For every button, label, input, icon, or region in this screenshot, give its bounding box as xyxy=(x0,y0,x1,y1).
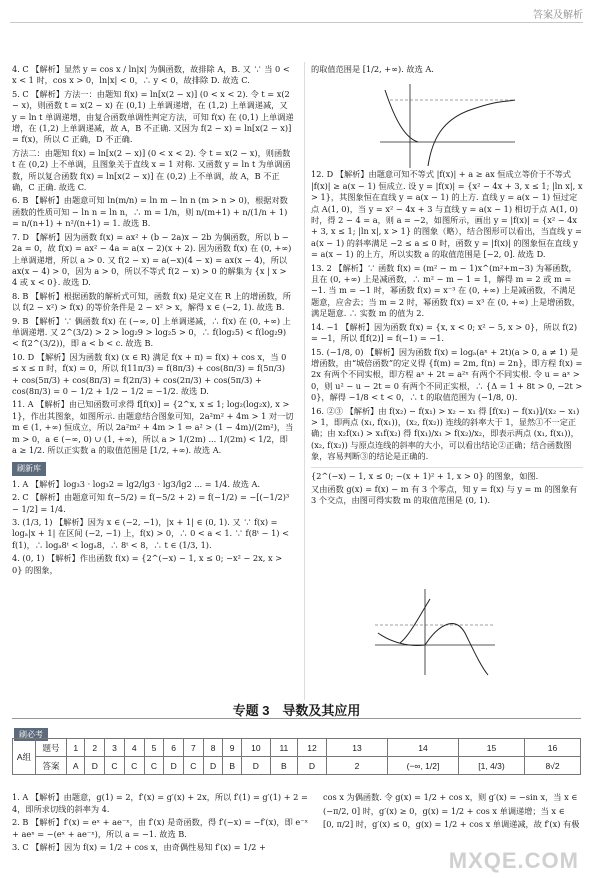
answer-cell: B xyxy=(223,757,241,775)
number-cell: 11 xyxy=(270,739,297,757)
solution-item: 2. B 【解析】f′(x) = eˣ + ae⁻ˣ，由 f′(x) 是奇函数，得 f′(−x) = −f′(x)，即 e⁻ˣ + aeˣ = −(eˣ + ae⁻ˣ)，所以 a = −1. 故选 B. xyxy=(12,817,309,839)
solution-item: 7. D 【解析】因为函数 f(x) = ax² + (b − 2a)x − 2b 为偶函数，所以 b − 2a = 0，故 f(x) = ax² − 4a = a(x − 2)(x + 2). 因为函数 f(x) 在 (0, +∞) 上单调递增，所以 a > 0. 又 f(2 − x) = a(−x)(4 − x) = ax(x − 4)，所以 ax(x − 4) > 0，因为 a > 0，所以不等式 f(2 − x) > 0 的解集为 {x | x > 4 或 x < 0}. 故选 D. xyxy=(12,231,292,288)
bottom-left-column xyxy=(12,792,312,856)
bottom-right-column xyxy=(323,792,583,833)
left-column xyxy=(12,64,294,578)
answer-cell: [1, 4/3) xyxy=(459,757,525,775)
number-cell: 16 xyxy=(525,739,581,757)
topic-rule xyxy=(12,718,581,719)
number-cell: 4 xyxy=(124,739,144,757)
solution-item: 11. A 【解析】由已知函数可求得 f[f(x)] = {2^x, x ≤ 1; log₂(log₂x), x > 1}，作出其图象，如图所示. 由题意结合图象可知，2a²m² + 4m > 1 对一切 m ∈ (1, +∞) 恒成立，所以 2a²m² + 4m > 1 ⇔ a² > (1 − 4m)/(2m²)，当 m > 0，a ∈ (−∞, 0) ∪ (1, +∞)，所以 a > 1/(2m) ... 1/(2m) < 1/2，即 a ≥ 1/2. 所以正实数 a 的取值范围是 [1/2, +∞). 故选 A. xyxy=(12,399,294,455)
number-cell: 10 xyxy=(241,739,270,757)
answer-cell: D xyxy=(85,757,105,775)
solution-item: {2^(−x) − 1, x ≤ 0; −(x + 1)² + 1, x > 0} 的图象，如图. xyxy=(311,470,539,481)
table-row xyxy=(13,757,581,775)
number-cell: 1 xyxy=(67,739,85,757)
section-badge: 刷必考 xyxy=(14,728,48,741)
solution-item: 16. ②③ 【解析】由 f(x₂) − f(x₁) > x₂ − x₁ 得 [f(x₂) − f(x₁)]/(x₂ − x₁) > 1，即两点 (x₁, f(x₁))，(x₂, f(x₂)) 连线的斜率大于 1，显然①不一定正确；由 x₂f(x₁) > x₁f(x₂) 得 f(x₁)/x₁ > f(x₂)/x₂，即表示两点 (x₁, f(x₁))，(x₂, f(x₂)) 与原点连线的斜率的大小，可以看出结论②正确；结合函数图象，容易判断③的结论是正确的. xyxy=(311,405,580,462)
solution-item: [0, π/2] 时，g′(x) ≤ 0，g(x) = 1/2 + cos x 单调递减，故 f′(x) 有极 xyxy=(323,819,580,830)
curve xyxy=(385,90,418,142)
solution-item: 4. (0, 1) 【解析】作出函数 f(x) = {2^(−x) − 1, x ≤ 0; −x² − 2x, x > 0} 的图象， xyxy=(12,553,283,575)
solution-item: 3. (1/3, 1) 【解析】因为 x ∈ (−2, −1)，|x + 1| ∈ (0, 1). 又 ∵ f(x) = logₐ|x + 1| 在区间 (−2, −1) 上，f(x) > 0，∴ 0 < a < 1. ∵ f(8ᵗ − 1) < f(1)，∴ logₐ8ᵗ < logₐ8，∴ 8ᵗ < 8，∴ t ∈ (1/3, 1). xyxy=(12,517,289,550)
number-cell: 9 xyxy=(223,739,241,757)
solution-item: 8. B 【解析】根据函数的解析式可知，函数 f(x) 是定义在 R 上的增函数，所以 f(2 − x²) > f(x) 的等价条件是 2 − x² > x，解得 x ∈ (−2, 1). 故选 B. xyxy=(12,290,291,313)
solution-item: 6. B 【解析】由题意可知 ln(m/n) = ln m − ln n (m > n > 0)，根据对数函数的性质可知 − ln n = ln n，∴ m = 1/n，则 n/(m+1) + n/(1/n + 1) = n/(n+1) + n²/(n+1) = 1. 故选 B. xyxy=(12,195,288,229)
answer-cell: D xyxy=(164,757,184,775)
number-cell: 8 xyxy=(203,739,223,757)
number-cell: 15 xyxy=(459,739,525,757)
solution-item: 10. D 【解析】因为函数 f(x) (x ∈ R) 满足 f(x + π) = f(x) + cos x，当 0 ≤ x ≤ π 时，f(x) = 0，所以 f(11π/3) = f(8π/3) + cos(8π/3) = f(5π/3) + cos(5π/3) + cos(8π/3) = f(2π/3) + cos(2π/3) + cos(5π/3) + cos(8π/3) = 0 − 1/2 + 1/2 − 1/2 = −1/2. 故选 D. xyxy=(12,351,287,396)
answer-cell: 2 xyxy=(327,757,388,775)
header-cell: 答案 xyxy=(36,757,67,775)
solution-item: 1. A 【解析】log₃3 · log₃2 = lg2/lg3 · lg3/lg2 ... = 1/4. 故选 A. xyxy=(12,478,261,489)
section-badge: 刷新库 xyxy=(12,462,46,475)
solution-item: 15. (−1/8, 0) 【解析】因为函数 f(x) = logₐ(aˣ + 2t)(a > 0, a ≠ 1) 是增函数，由“城倍函数”的定义得 {f(m) = 2m, f(n) = 2n}，即方程 f(x) = 2x 有两个不同实根，即方程 aˣ + 2t = a²ˣ 有两个不同实根. 令 u = aˣ > 0，则 u² − u − 2t = 0 有两个不同正实根，∴ {Δ = 1 + 8t > 0, −2t > 0}，解得 −1/8 < t < 0，∴ t 的取值范围为 (−1/8, 0). xyxy=(311,346,583,403)
right-rule xyxy=(311,467,583,468)
topic-title: 专题 3 导数及其应用 xyxy=(232,703,361,718)
page-header: 答案及解析 xyxy=(533,10,583,21)
solution-item: 12. D 【解析】由题意可知不等式 |f(x)| + a ≥ ax 恒成立等价于不等式 |f(x)| ≥ a(x − 1) 恒成立. 设 y = |f(x)| = {x² − 4x + 3, x ≤ 1; |ln x|, x > 1}，其图象恒在直线 y = a(x − 1) 的上方. 直线 y = a(x − 1) 恒过定点 A(1, 0)，当 y = x² − 4x + 3 与直线 y = a(x − 1) 相切于点 A(1, 0) 时，得 2 − 4 = a，则 a = −2，如图所示，画出 y = |f(x)| = {x² − 4x + 3, x ≤ 1; |ln x|, x > 1} 的图象（略），结合图形可以看出，当直线 y = a(x − 1) 的斜率满足 −2 ≤ a ≤ 0 时，函数 y = |f(x)| 的图象恒在直线 y = a(x − 1) 的上方，所以实数 a 的取值范围是 [−2, 0]. 故选 D. xyxy=(311,169,583,260)
function-graph-1 xyxy=(370,80,520,170)
number-cell: 7 xyxy=(184,739,204,757)
answer-cell: C xyxy=(124,757,144,775)
curve xyxy=(400,599,430,643)
number-cell: 5 xyxy=(144,739,164,757)
answer-cell: C xyxy=(144,757,164,775)
solution-item: 5. C 【解析】方法一：由题知 f(x) = ln[x(2 − x)] (0 < x < 2). 令 t = x(2 − x)，则函数 t = x(2 − x) 在 (0,1) 上单调递增，在 (1,2) 上单调递减，又 y = ln t 单调递增，由复合函数单调性判定方法，可知 f(x) 在 (0,1) 上单调递增，在 (1,2) 上单调递减，故 A，B 不正确. 又因为 f(2 − x) = ln[x(2 − x)] = f(x)，所以 C 正确，D 不正确. xyxy=(12,88,294,145)
solution-item: 的取值范围是 [1/2, +∞). 故选 A. xyxy=(311,64,434,74)
column-divider xyxy=(304,62,305,700)
solution-item: 1. A 【解析】由题意，g(1) = 2，f′(x) = g′(x) + 2x，所以 f′(1) = g′(1) + 2 = 4，即所求切线的斜率为 4. xyxy=(12,792,308,814)
table-row xyxy=(13,739,581,757)
answer-cell: 8√2 xyxy=(525,757,581,775)
solution-item: 2. C 【解析】由题意可知 f(−5/2) = f(−5/2 + 2) = f(−1/2) = −[(−1/2)³ − 1/2] = 1/4. xyxy=(12,492,290,514)
number-cell: 3 xyxy=(105,739,125,757)
header-rule xyxy=(10,22,583,23)
solution-item: 9. B 【解析】∵ 偶函数 f(x) 在 (−∞, 0] 上单调递减，∴ f(x) 在 (0, +∞) 上单调递增. 又 2^(3/2) > 2 > log₂9 > log₂5 > 0，∴ f(log₂5) < f(log₂9) < f(2^(3/2))，即 a < b < c. 故选 B. xyxy=(12,315,291,349)
answer-cell: D xyxy=(241,757,270,775)
group-cell: A组 xyxy=(13,739,36,775)
number-cell: 2 xyxy=(85,739,105,757)
answer-cell: B xyxy=(270,757,297,775)
solution-item: 4. C 【解析】显然 y = cos x / ln|x| 为偶函数，故排除 A，B. 又 ∵ 当 0 < x < 1 时，cos x > 0，ln|x| < 0，∴ y < 0，故排除 D. 故选 C. xyxy=(12,64,290,86)
number-cell: 13 xyxy=(327,739,388,757)
solution-item: 14. −1 【解析】因为函数 f(x) = {x, x < 0; x² − 5, x > 0}，所以 f(2) = −1，所以 f[f(2)] = f(−1) = −1. xyxy=(311,321,578,344)
solution-item: cos x 为偶函数. 令 g(x) = 1/2 + cos x，则 g′(x) = −sin x，当 x ∈ xyxy=(323,792,578,802)
solution-item: 13. 2 【解析】∵ 函数 f(x) = (m² − m − 1)x^(m²+m−3) 为幂函数，且在 (0, +∞) 上是减函数，∴ m² − m − 1 = 1，解得 m = 2 或 m = −1. 当 m = −1 时，幂函数 f(x) = x⁻³ 在 (0, +∞) 上是减函数，不满足题意，应舍去；当 m = 2 时，幂函数 f(x) = x³ 在 (0, +∞) 上是增函数，满足题意. ∴ 实数 m 的值为 2. xyxy=(311,262,580,319)
answer-cell: D xyxy=(203,757,223,775)
answer-table xyxy=(12,738,581,775)
header-cell: 题号 xyxy=(36,739,67,757)
curve xyxy=(428,100,515,166)
answer-cell: (−∞, 1/2] xyxy=(388,757,459,775)
curve xyxy=(378,624,488,675)
answer-cell: C xyxy=(105,757,125,775)
solution-item: (−π/2, 0] 时，g′(x) ≥ 0，g(x) = 1/2 + cos x 单调递增；当 x ∈ xyxy=(323,805,565,816)
number-cell: 6 xyxy=(164,739,184,757)
watermark: MXQE.COM xyxy=(448,848,579,873)
solution-item: 3. C 【解析】因为 f(x) = 1/2 + cos x，由奇偶性易知 f′(x) = 1/2 + xyxy=(12,842,266,853)
answer-cell: A xyxy=(67,757,85,775)
solution-item: 又由函数 g(x) = f(x) − m 有 3 个零点，知 y = f(x) 与 y = m 的图象有 3 个交点，由图可得实数 m 的取值范围是 (0, 1). xyxy=(311,483,578,506)
number-cell: 12 xyxy=(297,739,326,757)
answer-cell: D xyxy=(297,757,326,775)
solution-item: 方法二：由题知 f(x) = ln[x(2 − x)] (0 < x < 2). 令 t = x(2 − x)，则函数 t 在 (0,2) 上不单调，且图象关于直线 x = 1 对称. 又函数 y = ln t 为单调函数，所以复合函数 f(x) = ln[x(2 − x)] 在 (0,2) 上不单调，故 A，B 不正确，C 正确. 故选 C. xyxy=(12,147,291,193)
number-cell: 14 xyxy=(388,739,459,757)
function-graph-2 xyxy=(370,585,500,680)
answer-cell: C xyxy=(184,757,204,775)
